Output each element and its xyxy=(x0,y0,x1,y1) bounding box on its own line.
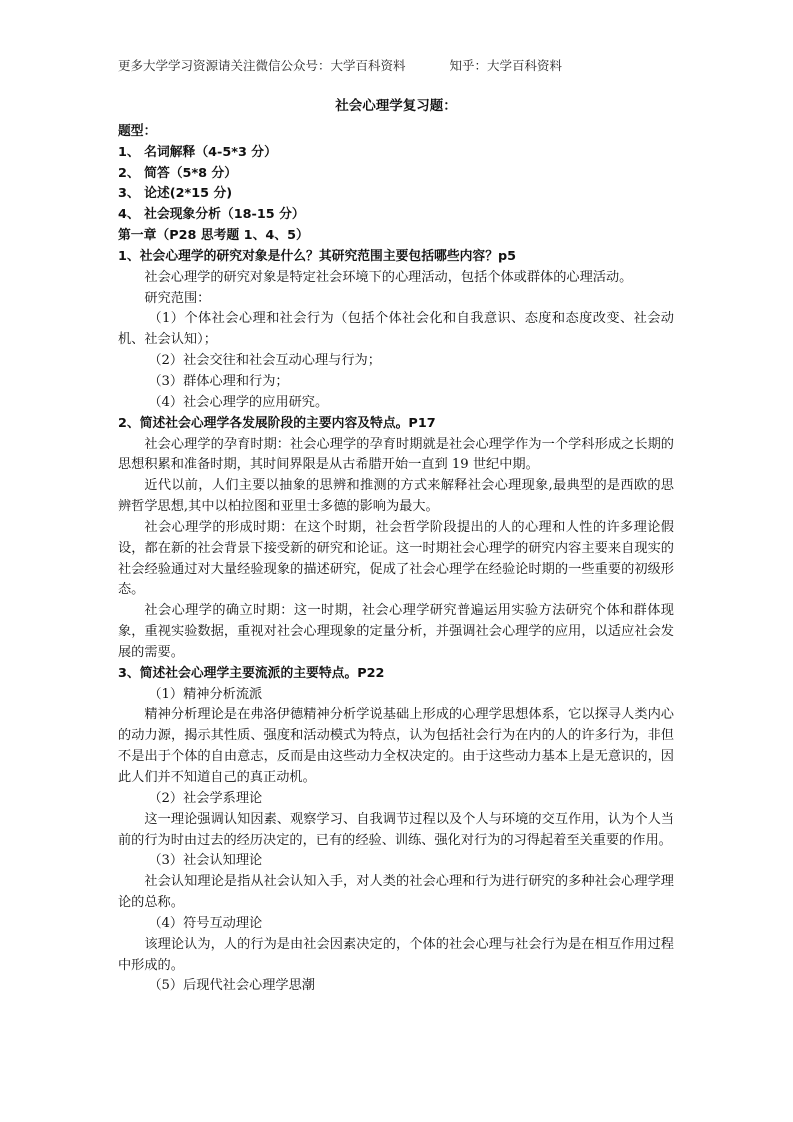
paragraph: 精神分析理论是在弗洛伊德精神分析学说基础上形成的心理学思想体系，它以探寻人类内心的动力源，揭示其性质、强度和活动模式为特点，认为包括社会行为在内的人的许多行为，非但不是出于个体的自由意志，反而是由这些动力全权决定的。由于这些动力基本上是无意识的，因此人们并不知道自己的真正动机。 xyxy=(118,707,674,785)
paragraph: 社会认知理论是指从社会认知入手，对人类的社会心理和行为进行研究的多种社会心理学理论的总称。 xyxy=(118,874,674,911)
subheading: （2）社会学系理论 xyxy=(148,790,263,806)
question-type-item: 4、 社会现象分析（18-15 分） xyxy=(118,207,305,223)
question-heading: 3、简述社会心理学主要流派的主要特点。P22 xyxy=(118,665,385,681)
header-zhihu-note: 知乎：大学百科资料 xyxy=(449,58,563,73)
paragraph: 近代以前，人们主要以抽象的思辨和推测的方式来解释社会心理现象,最典型的是西欧的思辨哲学思想,其中以柏拉图和亚里士多德的影响为最大。 xyxy=(118,478,674,515)
list-item: （2）社会交往和社会互动心理与行为； xyxy=(148,353,381,369)
list-item: （4）社会心理学的应用研究。 xyxy=(148,394,329,410)
paragraph: 这一理论强调认知因素、观察学习、自我调节过程以及个人与环境的交互作用，认为个人当前的行为时由过去的经历决定的，已有的经验、训练、强化对行为的习得起着至关重要的作用。 xyxy=(118,811,674,848)
subheading: （3）社会认知理论 xyxy=(148,853,263,869)
header-wechat-note: 更多大学学习资源请关注微信公众号：大学百科资料 xyxy=(118,58,406,73)
paragraph: 研究范围： xyxy=(144,290,211,306)
subheading: （5）后现代社会心理学思潮 xyxy=(148,978,315,994)
document-body xyxy=(118,96,674,997)
paragraph: 社会心理学的孕育时期：社会心理学的孕育时期就是社会心理学作为一个学科形成之长期的思想积累和准备时期，其时间界限是从古希腊开始一直到 19 世纪中期。 xyxy=(118,436,674,473)
question-heading: 2、简述社会心理学各发展阶段的主要内容及特点。P17 xyxy=(118,415,436,431)
list-item: （1）个体社会心理和社会行为（包括个体社会化和自我意识、态度和态度改变、社会动机、社会认知）； xyxy=(118,311,674,348)
document-title: 社会心理学复习题： xyxy=(335,98,457,114)
question-types-heading: 题型： xyxy=(118,123,157,139)
page-header xyxy=(118,56,562,74)
paragraph: 该理论认为，人的行为是由社会因素决定的，个体的社会心理与社会行为是在相互作用过程中形成的。 xyxy=(118,936,674,973)
paragraph: 社会心理学的形成时期：在这个时期，社会哲学阶段提出的人的心理和人性的许多理论假设，都在新的社会背景下接受新的研究和论证。这一时期社会心理学的研究内容主要来自现实的社会经验通过对大量经验现象的描述研究，促成了社会心理学在经验论时期的一些重要的初级形态。 xyxy=(118,519,674,598)
list-item: （3）群体心理和行为； xyxy=(148,373,289,389)
paragraph: 社会心理学的确立时期：这一时期，社会心理学研究普遍运用实验方法研究个体和群体现象，重视实验数据，重视对社会心理现象的定量分析，并强调社会心理学的应用，以适应社会发展的需要。 xyxy=(118,603,674,660)
question-type-item: 3、 论述(2*15 分) xyxy=(118,186,233,202)
paragraph: 社会心理学的研究对象是特定社会环境下的心理活动，包括个体或群体的心理活动。 xyxy=(144,269,633,285)
subheading: （1）精神分析流派 xyxy=(148,686,263,702)
question-type-item: 1、 名词解释（4-5*3 分） xyxy=(118,144,277,160)
subheading: （4）符号互动理论 xyxy=(148,915,263,931)
question-heading: 1、社会心理学的研究对象是什么？其研究范围主要包括哪些内容？p5 xyxy=(118,248,517,264)
chapter-heading: 第一章（P28 思考题 1、4、5） xyxy=(118,228,309,244)
question-type-item: 2、 简答（5*8 分） xyxy=(118,165,238,181)
